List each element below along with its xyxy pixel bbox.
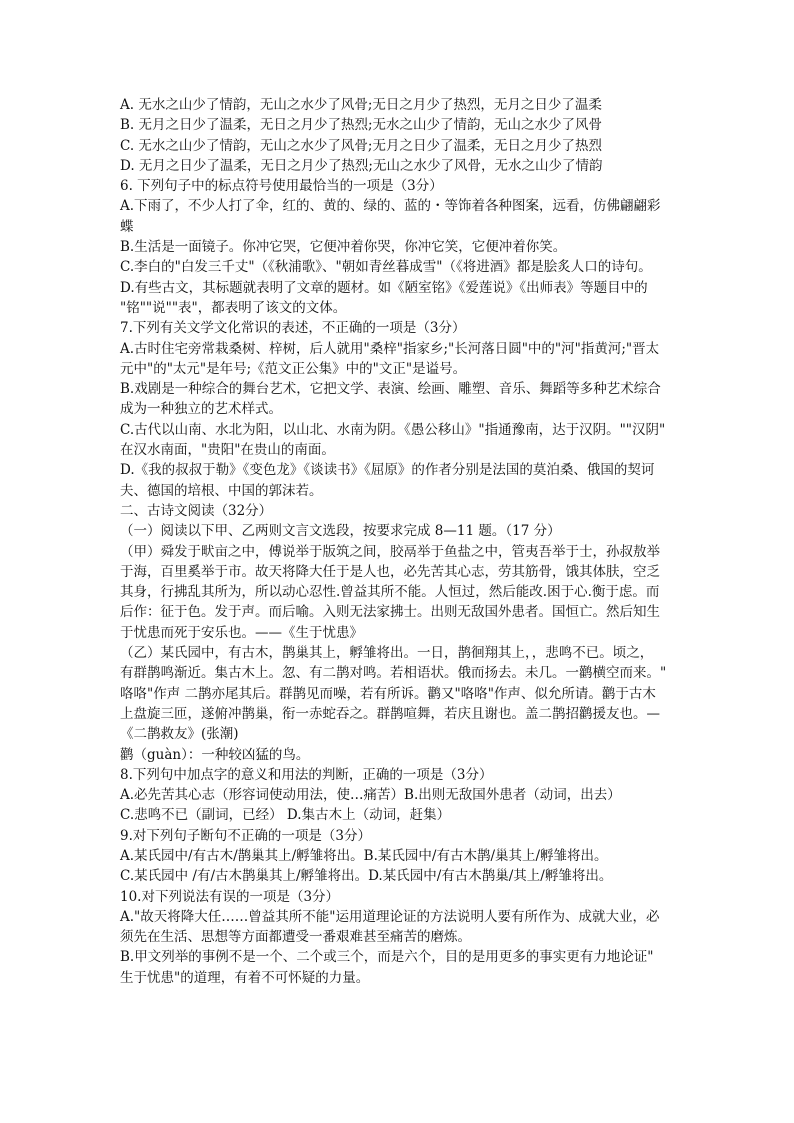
text-line: 在汉水南面，"贵阳"在贵山的南面。 — [120, 442, 335, 459]
text-line: A.某氏园中/有古木/鹊巢其上/孵雏将出。B.某氏园中/有古木鹊/巢其上/孵雏将出。 — [120, 847, 608, 864]
page-content — [120, 95, 680, 988]
text-line: A.古时住宅旁常栽桑树、梓树，后人就用"桑梓"指家乡;"长河落日圆"中的"河"指黄河;"晋太 — [120, 340, 660, 357]
passage-yi-line: 上盘旋三匝，遂俯冲鹊巢，衔一赤蛇吞之。群鹊喧舞，若庆且谢也。盖二鹊招鹳援友也。— — [120, 705, 660, 722]
text-line: C.古代以山南、水北为阳，以山北、水南为阴。《愚公移山》"指通豫南，达于汉阴。""汉阴" — [120, 421, 666, 438]
footnote-line: 鹳（guàn）：一种较凶猛的鸟。 — [120, 746, 310, 763]
passage-yi-line: 有群鹊鸣渐近。集古木上。忽、有二鹊对鸣。若相语状。俄而扬去。未几。一鹳横空而来。" — [120, 665, 667, 682]
question-9-title: 9.对下列句子断句不正确的一项是（3分） — [120, 827, 371, 844]
text-line: B.生活是一面镜子。你冲它哭，它便冲着你哭，你冲它笑，它便冲着你笑。 — [120, 239, 567, 256]
passage-jia-line: 其身，行拂乱其所为，所以动心忍性.曾益其所不能。人恒过，然后能改.困于心.衡于虑。而 — [120, 584, 660, 601]
text-line: 夫、德国的培根、中国的郭沫若。 — [120, 482, 323, 499]
passage-jia-line: 于海，百里奚举于市。故天将降大任于是人也，必先苦其心志，劳其筋骨，饿其体肤，空乏 — [120, 563, 660, 580]
text-line: D.有些古文，其标题就表明了文章的题材。如《陋室铭》《爱莲说》《出师表》等题目中的 — [120, 279, 648, 296]
text-line: A."故天将降大任……曾益其所不能"运用道理论证的方法说明人要有所作为、成就大业，必 — [120, 908, 660, 925]
option-b-line: B. 无月之日少了温柔，无日之月少了热烈;无水之山少了情韵，无山之水少了风骨 — [120, 117, 603, 134]
option-c-line: C. 无水之山少了情韵，无山之水少了风骨;无月之日少了温柔，无日之月少了热烈 — [120, 137, 602, 154]
question-10-title: 10.对下列说法有误的一项是（3分） — [120, 888, 340, 905]
passage-jia-line: 后作：征于色。发于声。而后喻。入则无法家拂士。出则无敌国外患者。国恒亡。然后知生 — [120, 604, 660, 621]
text-line: C.李白的"白发三千丈"（《秋浦歌》、"朝如青丝暮成雪"（《将进酒》都是脍炙人口的诗句。 — [120, 259, 652, 276]
passage-jia-line: （甲）舜发于畎亩之中，傅说举于版筑之间，胶鬲举于鱼盐之中，管夷吾举于士，孙叔敖举 — [120, 543, 660, 560]
passage-yi-line: 《二鹊救友》(张潮) — [120, 726, 239, 743]
text-line: A.必先苦其心志（形容词使动用法，使…痛苦）B.出则无敌国外患者（动词，出去） — [120, 787, 621, 804]
question-8-title: 8.下列句中加点字的意义和用法的判断，正确的一项是（3分） — [120, 766, 493, 783]
subsection-heading: （一）阅读以下甲、乙两则文言文选段，按要求完成 8—11 题。（17 分） — [120, 523, 561, 540]
passage-jia-line: 于忧患而死于安乐也。——《生于忧患》 — [120, 624, 363, 641]
question-7-title: 7.下列有关文学文化常识的表述，不正确的一项是（3分） — [120, 320, 466, 337]
text-line: 蝶 — [120, 218, 134, 235]
text-line: B.甲文列举的事例不是一个、二个或三个，而是六个，目的是用更多的事实更有力地论证" — [120, 949, 654, 966]
text-line: C.某氏园中 /有/古木鹊巢其上/孵雏将出。D.某氏园中/有古木鹊巢/其上/孵雏将出。 — [120, 868, 613, 885]
passage-yi-line: （乙）某氏园中，有古木，鹊巢其上，孵雏将出。一日，鹊徊翔其上，，悲鸣不已。顷之， — [120, 645, 654, 662]
text-line: 成为一种独立的艺术样式。 — [120, 401, 282, 418]
text-line: 须先在生活、思想等方面都遭受一番艰难甚至痛苦的磨炼。 — [120, 929, 471, 946]
option-a-line: A. 无水之山少了情韵，无山之水少了风骨;无日之月少了热烈，无月之日少了温柔 — [120, 97, 602, 113]
passage-yi-line: 咯咯"作声 二鹊亦尾其后。群鹊见而噪，若有所诉。鹳又"咯咯"作声、似允所请。鹳于古木 — [120, 685, 656, 702]
text-line: C.悲鸣不已（副词，已经） D.集古木上（动词，赶集） — [120, 807, 451, 824]
text-line: 生于忧患"的道理，有着不可怀疑的力量。 — [120, 969, 370, 986]
text-line: A.下雨了，不少人打了伞，红的、黄的、绿的、蓝的・等饰着各种图案，远看，仿佛翩翩彩 — [120, 198, 661, 215]
text-line: 元中"的"太元"是年号;《范文正公集》中的"文正"是谥号。 — [120, 360, 467, 377]
text-line: B.戏剧是一种综合的舞台艺术，它把文学、表演、绘画、雕塑、音乐、舞蹈等多种艺术综合 — [120, 381, 661, 398]
text-line: D.《我的叔叔于勒》《变色龙》《谈读书》《屈原》的作者分别是法国的莫泊桑、俄国的契诃 — [120, 462, 655, 479]
question-6-title: 6. 下列句子中的标点符号使用最恰当的一项是（3分） — [120, 178, 443, 195]
text-line: "铭""说""表"，都表明了该文的文体。 — [120, 299, 347, 316]
option-d-line: D. 无月之日少了温柔，无日之月少了热烈;无山之水少了风骨，无水之山少了情韵 — [120, 157, 603, 174]
section-2-heading: 二、古诗文阅读（32分） — [120, 502, 273, 519]
